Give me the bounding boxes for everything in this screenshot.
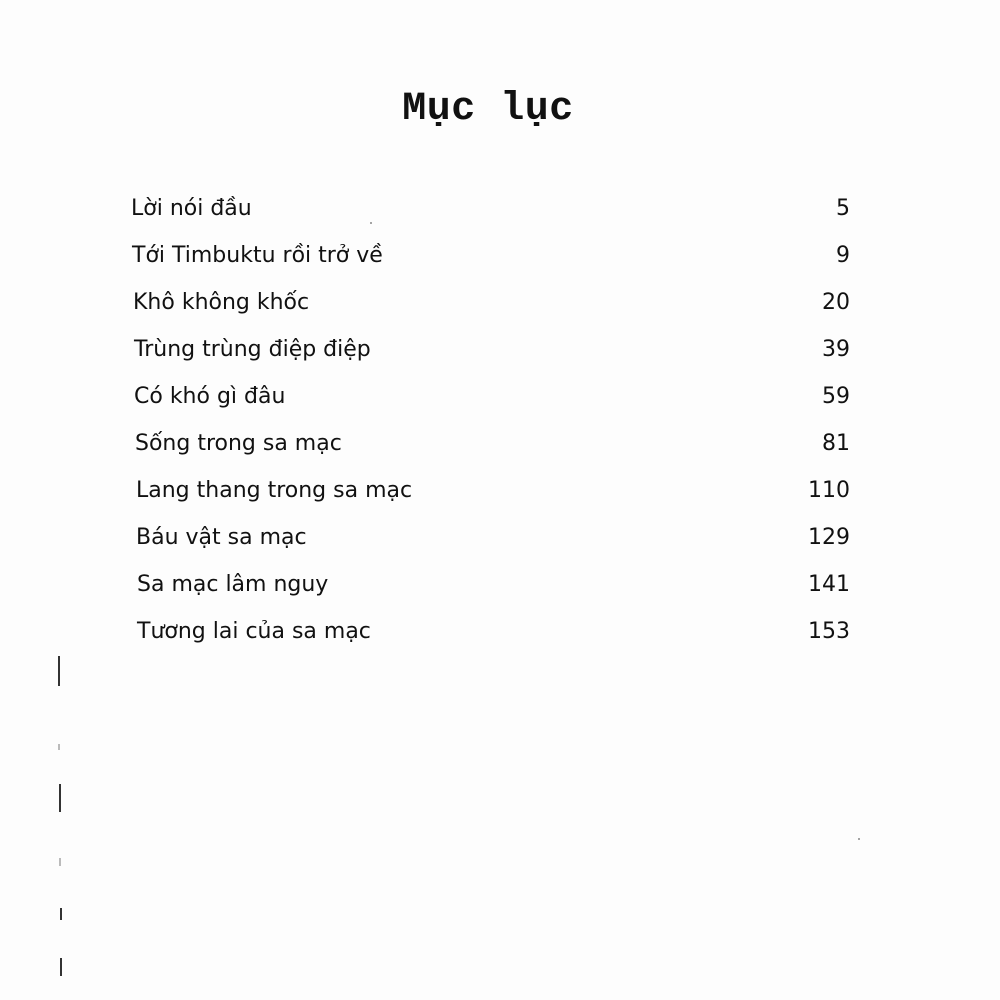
toc-entry[interactable] (0, 420, 1000, 467)
toc-entry-page: 9 (836, 243, 850, 268)
scan-line-mark (58, 656, 60, 686)
toc-entry-page: 153 (808, 619, 850, 644)
scan-line-mark (58, 744, 60, 750)
toc-entry[interactable] (0, 185, 1000, 232)
toc-entry-label: Tương lai của sa mạc (137, 619, 371, 644)
toc-entry-label: Sa mạc lâm nguy (137, 572, 329, 597)
toc-entry[interactable] (0, 326, 1000, 373)
toc-list (0, 185, 1000, 655)
toc-entry-page: 110 (808, 478, 850, 503)
scan-speck (858, 838, 860, 840)
toc-entry-page: 81 (822, 431, 850, 456)
scan-line-mark (60, 958, 62, 976)
toc-entry[interactable] (0, 279, 1000, 326)
toc-entry-label: Khô không khốc (133, 290, 310, 315)
toc-entry-page: 20 (822, 290, 850, 315)
toc-entry-label: Tới Timbuktu rồi trở về (132, 243, 383, 268)
toc-entry[interactable] (0, 561, 1000, 608)
toc-entry[interactable] (0, 467, 1000, 514)
toc-entry[interactable] (0, 232, 1000, 279)
toc-entry-page: 59 (822, 384, 850, 409)
toc-entry[interactable] (0, 514, 1000, 561)
toc-entry-label: Lời nói đầu (131, 196, 252, 221)
toc-entry-page: 129 (808, 525, 850, 550)
scan-line-mark (59, 784, 61, 812)
toc-entry-page: 5 (836, 196, 850, 221)
scan-line-mark (60, 908, 62, 920)
toc-entry-label: Lang thang trong sa mạc (136, 478, 413, 503)
toc-entry-label: Có khó gì đâu (134, 384, 286, 409)
toc-entry[interactable] (0, 608, 1000, 655)
toc-entry-page: 141 (808, 572, 850, 597)
toc-entry-label: Trùng trùng điệp điệp (134, 337, 371, 362)
toc-entry-label: Báu vật sa mạc (136, 525, 307, 550)
toc-entry-label: Sống trong sa mạc (135, 431, 342, 456)
page-title: Mục lục (402, 87, 574, 132)
toc-entry-page: 39 (822, 337, 850, 362)
scan-speck (370, 222, 372, 224)
toc-entry[interactable] (0, 373, 1000, 420)
scan-line-mark (59, 858, 61, 866)
